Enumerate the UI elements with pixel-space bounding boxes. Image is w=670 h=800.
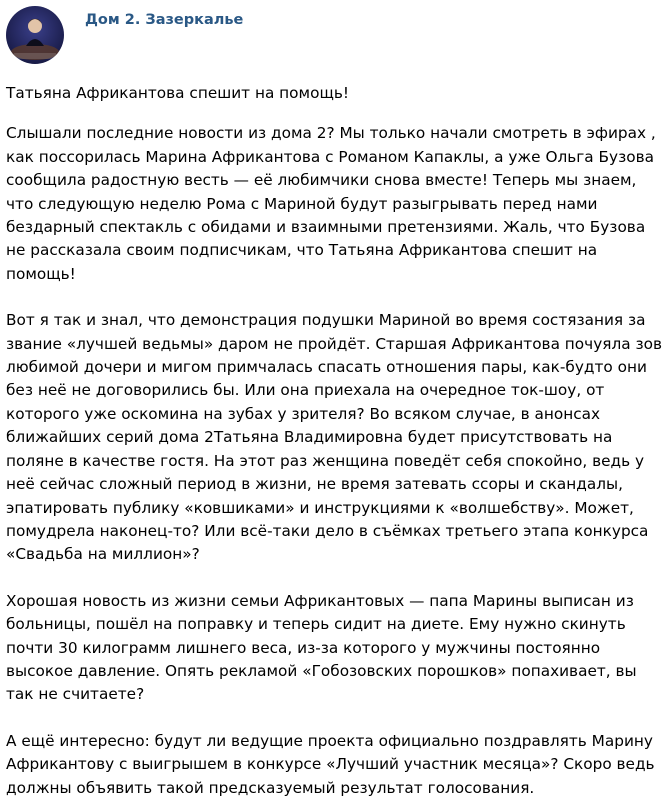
post-paragraph: Хорошая новость из жизни семьи Африкантовых — папа Марины выписан из больницы, пошёл на поправку и теперь сидит на диете. Ему нужно скинуть почти 30 килограмм лишнего веса, из-за которого у мужчины постоянно высокое давление. Опять рекламой «Гобозовских порошков» попахивает, вы так не считаете? (6, 591, 637, 704)
post-title: Татьяна Африкантова спешит на помощь! (6, 84, 349, 102)
post-paragraph: Слышали последние новости из дома 2? Мы только начали смотреть в эфирах , как поссорилась Марина Африкантова с Романом Капаклы, а уже Ольга Бузова сообщила радостную весть — её любимчики снова вместе! Теперь мы знаем, что следующую неделю Рома с Мариной будут разыгрывать перед нами бездарный спектакль с обидами и взаимными претензиями. Жаль, что Бузова не рассказала своим подписчикам, что Татьяна Африкантова спешит на помощь! (6, 124, 656, 283)
avatar-image (6, 6, 64, 64)
group-avatar[interactable] (6, 6, 64, 64)
post-body (6, 82, 664, 800)
post-paragraph: Вот я так и знал, что демонстрация подушки Мариной во время состязания за звание «лучшей ведьмы» даром не пройдёт. Старшая Африкантова почуяла зов любимой дочери и мигом примчалась спасать отношения пары, как-будто они без неё не договорились бы. Или она приехала на очередное ток-шоу, от которого уже оскомина на зубах у зрителя? Во всяком случае, в анонсах ближайших серий дома 2Татьяна Владимировна будет присутствовать на поляне в качестве гостя. На этот раз женщина поведёт себя спокойно, ведь у неё сейчас сложный период в жизни, не время затевать ссоры и скандалы, эпатировать публику «ковшиками» и инструкциями к «волшебству». Может, помудрела наконец-то? Или всё-таки дело в съёмках третьего этапа конкурса «Свадьба на миллион»? (6, 311, 662, 564)
group-name-link[interactable]: Дом 2. Зазеркалье (85, 12, 244, 28)
post-paragraph: А ещё интересно: будут ли ведущие проекта официально поздравлять Марину Африкантову с выигрышем в конкурсе «Лучший участник месяца»? Скоро ведь должны объявить такой предсказуемый результат голосования. (6, 731, 655, 797)
post-header (6, 6, 243, 64)
